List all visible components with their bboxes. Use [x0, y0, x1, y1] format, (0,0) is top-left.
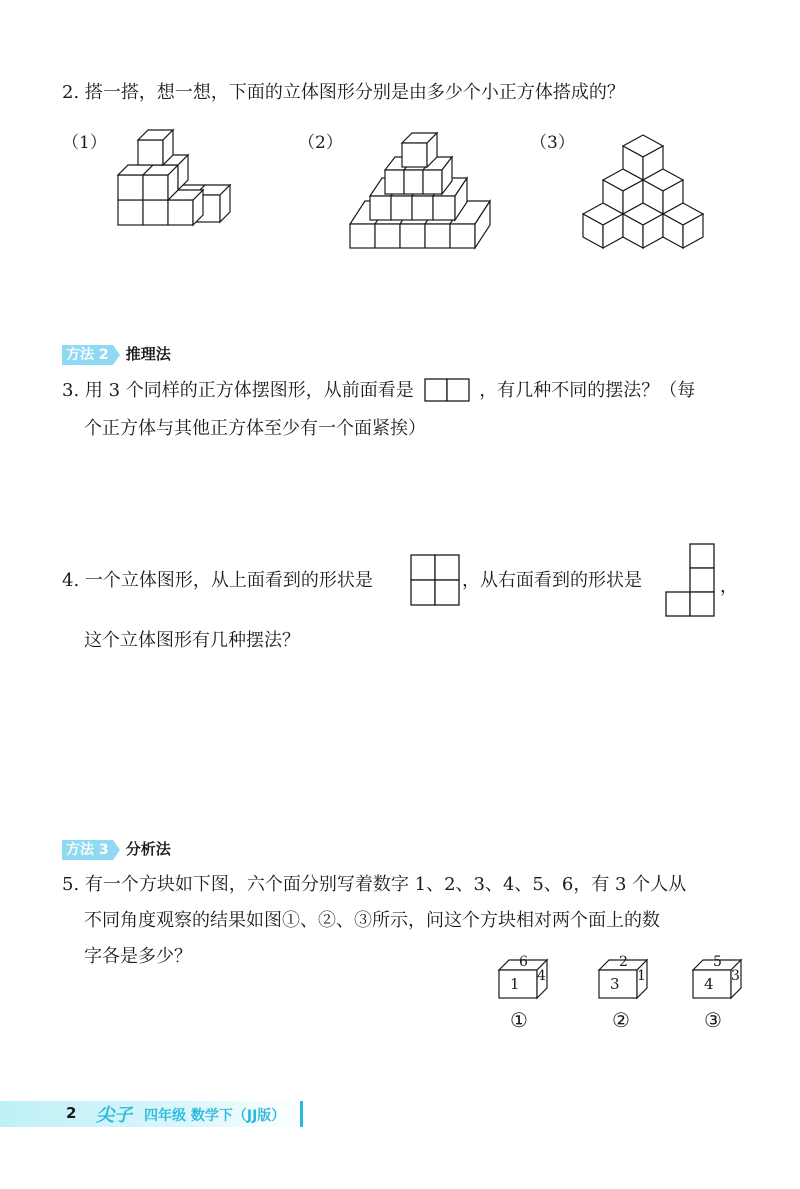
number-cube-1	[497, 954, 557, 1000]
question-3-line2: 个正方体与其他正方体至少有一个面紧挨）	[84, 418, 426, 439]
top-view-2x2-grid-icon	[410, 554, 460, 606]
cube-2-side-number: 1	[637, 968, 646, 984]
method-3-header	[62, 838, 171, 860]
question-3-line1	[62, 378, 695, 404]
cube-1-side-number: 4	[537, 968, 546, 984]
cube-3-front-number: 4	[704, 975, 714, 993]
question-4-text-b: ，从右面看到的形状是	[462, 570, 642, 591]
figure-label-2: （2）	[298, 133, 343, 153]
right-view-shape-icon	[664, 543, 716, 618]
front-view-two-squares-icon	[424, 378, 470, 402]
number-cube-3	[691, 954, 751, 1000]
cube-3-side-number: 3	[731, 968, 740, 984]
book-title: 四年级 数学下（JJ版）	[144, 1108, 286, 1124]
question-4-line2: 这个立体图形有几种摆法？	[84, 630, 300, 651]
question-5-line2: 不同角度观察的结果如图①、②、③所示，问这个方块相对两个面上的数	[84, 910, 660, 931]
cube-1-caption: ①	[510, 1008, 528, 1032]
cube-2-top-number: 2	[619, 954, 628, 970]
method-3-tag: 方法 3	[62, 840, 113, 860]
question-4-text-a: 4. 一个立体图形，从上面看到的形状是	[62, 570, 373, 591]
method-2-tag: 方法 2	[62, 345, 113, 365]
cube-2-caption: ②	[612, 1008, 630, 1032]
method-3-title: 分析法	[125, 840, 171, 858]
cube-3-caption: ③	[704, 1008, 722, 1032]
cube-3-top-number: 5	[713, 954, 722, 970]
method-2-title: 推理法	[125, 345, 171, 363]
cube-1-front-number: 1	[510, 975, 520, 993]
footer-divider	[300, 1101, 303, 1127]
figure-label-3: （3）	[530, 133, 575, 153]
question-4-text-c: ，	[720, 576, 738, 597]
figure-label-1: （1）	[62, 133, 107, 153]
question-5-line1: 5. 有一个方块如下图，六个面分别写着数字 1、2、3、4、5、6，有 3 个人从	[62, 874, 687, 895]
number-cube-2	[597, 954, 657, 1000]
method-2-header	[62, 343, 171, 365]
question-5-line3: 字各是多少？	[84, 946, 192, 967]
question-2-text: 2. 搭一搭，想一想，下面的立体图形分别是由多少个小正方体搭成的？	[62, 82, 625, 103]
question-3-text-b: ，有几种不同的摆法？（每	[479, 380, 696, 401]
page-number: 2	[66, 1104, 77, 1122]
cube-2-front-number: 3	[610, 975, 620, 993]
brand-logo: 尖子	[96, 1105, 132, 1126]
question-3-text-a: 3. 用 3 个同样的正方体摆图形，从前面看是	[62, 380, 414, 401]
cube-1-top-number: 6	[519, 954, 528, 970]
